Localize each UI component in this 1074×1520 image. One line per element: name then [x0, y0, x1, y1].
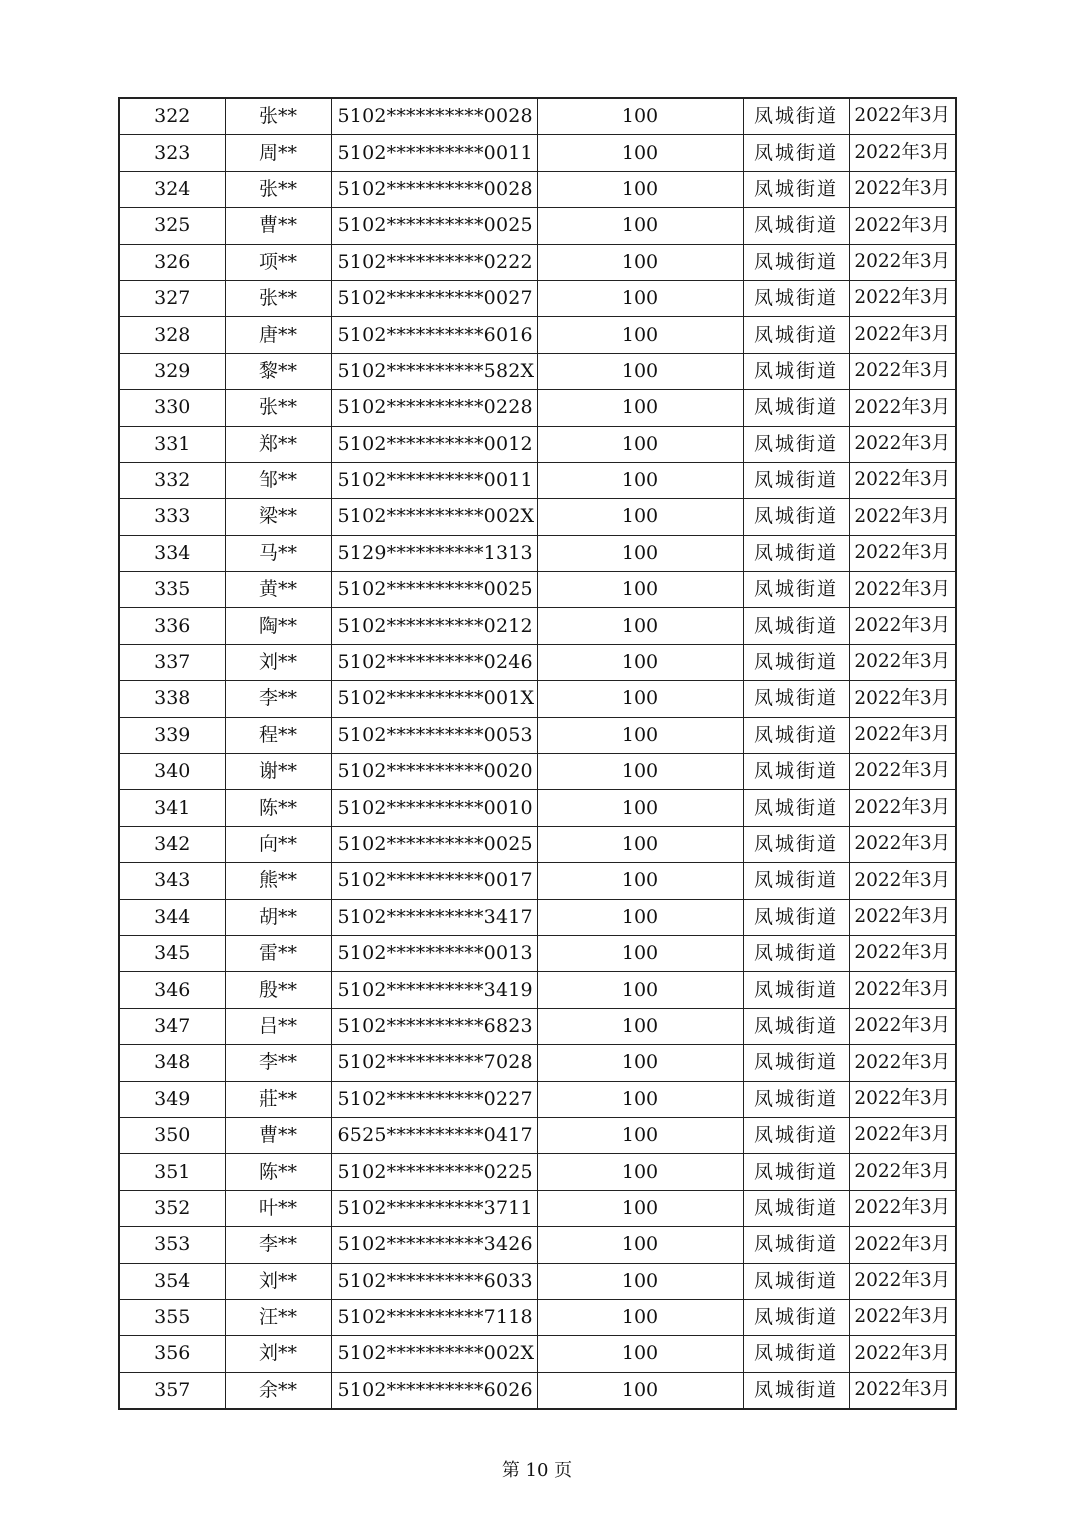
date-cell: 2022年3月 — [849, 935, 956, 971]
table-row — [119, 135, 956, 171]
street-cell: 凤城街道 — [743, 826, 849, 862]
street-cell: 凤城街道 — [743, 935, 849, 971]
date-cell: 2022年3月 — [849, 353, 956, 389]
name-cell: 刘** — [225, 1336, 331, 1372]
name-cell: 曹** — [225, 1117, 331, 1153]
date-cell: 2022年3月 — [849, 1299, 956, 1335]
table-row — [119, 1336, 956, 1372]
id-number-cell: 5102**********002X — [331, 499, 537, 535]
records-table — [118, 97, 957, 1410]
date-cell: 2022年3月 — [849, 317, 956, 353]
name-cell: 李** — [225, 1045, 331, 1081]
row-number-cell: 349 — [119, 1081, 225, 1117]
row-number-cell: 330 — [119, 390, 225, 426]
table-row — [119, 1190, 956, 1226]
street-cell: 凤城街道 — [743, 572, 849, 608]
date-cell: 2022年3月 — [849, 754, 956, 790]
date-cell: 2022年3月 — [849, 208, 956, 244]
name-cell: 刘** — [225, 644, 331, 680]
amount-cell: 100 — [537, 1372, 743, 1409]
id-number-cell: 5102**********0246 — [331, 644, 537, 680]
id-number-cell: 5102**********7028 — [331, 1045, 537, 1081]
date-cell: 2022年3月 — [849, 681, 956, 717]
street-cell: 凤城街道 — [743, 681, 849, 717]
table-row — [119, 171, 956, 207]
table-row — [119, 462, 956, 498]
table-row — [119, 899, 956, 935]
id-number-cell: 5102**********0027 — [331, 280, 537, 316]
table-row — [119, 390, 956, 426]
amount-cell: 100 — [537, 1081, 743, 1117]
amount-cell: 100 — [537, 171, 743, 207]
street-cell: 凤城街道 — [743, 1263, 849, 1299]
name-cell: 郑** — [225, 426, 331, 462]
id-number-cell: 5102**********3426 — [331, 1227, 537, 1263]
id-number-cell: 5102**********0225 — [331, 1154, 537, 1190]
row-number-cell: 353 — [119, 1227, 225, 1263]
table-row — [119, 717, 956, 753]
amount-cell: 100 — [537, 1117, 743, 1153]
table-row — [119, 1154, 956, 1190]
street-cell: 凤城街道 — [743, 899, 849, 935]
row-number-cell: 337 — [119, 644, 225, 680]
street-cell: 凤城街道 — [743, 280, 849, 316]
amount-cell: 100 — [537, 1154, 743, 1190]
row-number-cell: 348 — [119, 1045, 225, 1081]
amount-cell: 100 — [537, 426, 743, 462]
id-number-cell: 5102**********7118 — [331, 1299, 537, 1335]
street-cell: 凤城街道 — [743, 863, 849, 899]
amount-cell: 100 — [537, 1299, 743, 1335]
amount-cell: 100 — [537, 717, 743, 753]
amount-cell: 100 — [537, 826, 743, 862]
row-number-cell: 344 — [119, 899, 225, 935]
id-number-cell: 6525**********0417 — [331, 1117, 537, 1153]
street-cell: 凤城街道 — [743, 426, 849, 462]
table-row — [119, 499, 956, 535]
id-number-cell: 5102**********0025 — [331, 572, 537, 608]
date-cell: 2022年3月 — [849, 499, 956, 535]
amount-cell: 100 — [537, 208, 743, 244]
id-number-cell: 5102**********0012 — [331, 426, 537, 462]
row-number-cell: 332 — [119, 462, 225, 498]
row-number-cell: 342 — [119, 826, 225, 862]
street-cell: 凤城街道 — [743, 1299, 849, 1335]
street-cell: 凤城街道 — [743, 717, 849, 753]
amount-cell: 100 — [537, 608, 743, 644]
amount-cell: 100 — [537, 754, 743, 790]
table-row — [119, 935, 956, 971]
street-cell: 凤城街道 — [743, 1117, 849, 1153]
name-cell: 张** — [225, 390, 331, 426]
row-number-cell: 331 — [119, 426, 225, 462]
date-cell: 2022年3月 — [849, 1045, 956, 1081]
page-number: 第 10 页 — [501, 1460, 573, 1481]
table-row — [119, 208, 956, 244]
table-row — [119, 353, 956, 389]
amount-cell: 100 — [537, 790, 743, 826]
table-row — [119, 681, 956, 717]
street-cell: 凤城街道 — [743, 1190, 849, 1226]
amount-cell: 100 — [537, 462, 743, 498]
date-cell: 2022年3月 — [849, 535, 956, 571]
date-cell: 2022年3月 — [849, 426, 956, 462]
table-row — [119, 244, 956, 280]
amount-cell: 100 — [537, 572, 743, 608]
name-cell: 向** — [225, 826, 331, 862]
amount-cell: 100 — [537, 644, 743, 680]
table-row — [119, 572, 956, 608]
id-number-cell: 5102**********0212 — [331, 608, 537, 644]
name-cell: 叶** — [225, 1190, 331, 1226]
id-number-cell: 5102**********6823 — [331, 1008, 537, 1044]
date-cell: 2022年3月 — [849, 572, 956, 608]
name-cell: 张** — [225, 98, 331, 135]
name-cell: 黄** — [225, 572, 331, 608]
name-cell: 唐** — [225, 317, 331, 353]
street-cell: 凤城街道 — [743, 390, 849, 426]
row-number-cell: 345 — [119, 935, 225, 971]
row-number-cell: 357 — [119, 1372, 225, 1409]
id-number-cell: 5102**********0013 — [331, 935, 537, 971]
street-cell: 凤城街道 — [743, 1008, 849, 1044]
row-number-cell: 327 — [119, 280, 225, 316]
id-number-cell: 5102**********0228 — [331, 390, 537, 426]
table-row — [119, 972, 956, 1008]
id-number-cell: 5102**********0017 — [331, 863, 537, 899]
street-cell: 凤城街道 — [743, 1081, 849, 1117]
date-cell: 2022年3月 — [849, 1263, 956, 1299]
row-number-cell: 324 — [119, 171, 225, 207]
date-cell: 2022年3月 — [849, 1190, 956, 1226]
id-number-cell: 5102**********0011 — [331, 462, 537, 498]
name-cell: 殷** — [225, 972, 331, 1008]
amount-cell: 100 — [537, 863, 743, 899]
id-number-cell: 5102**********0028 — [331, 98, 537, 135]
table-row — [119, 1045, 956, 1081]
row-number-cell: 356 — [119, 1336, 225, 1372]
name-cell: 陈** — [225, 1154, 331, 1190]
date-cell: 2022年3月 — [849, 280, 956, 316]
name-cell: 周** — [225, 135, 331, 171]
id-number-cell: 5102**********6033 — [331, 1263, 537, 1299]
street-cell: 凤城街道 — [743, 1227, 849, 1263]
date-cell: 2022年3月 — [849, 790, 956, 826]
row-number-cell: 354 — [119, 1263, 225, 1299]
row-number-cell: 323 — [119, 135, 225, 171]
row-number-cell: 338 — [119, 681, 225, 717]
id-number-cell: 5102**********002X — [331, 1336, 537, 1372]
date-cell: 2022年3月 — [849, 717, 956, 753]
date-cell: 2022年3月 — [849, 1227, 956, 1263]
amount-cell: 100 — [537, 1190, 743, 1226]
street-cell: 凤城街道 — [743, 1154, 849, 1190]
table-row — [119, 826, 956, 862]
row-number-cell: 333 — [119, 499, 225, 535]
date-cell: 2022年3月 — [849, 644, 956, 680]
table-row — [119, 1117, 956, 1153]
date-cell: 2022年3月 — [849, 244, 956, 280]
street-cell: 凤城街道 — [743, 608, 849, 644]
name-cell: 黎** — [225, 353, 331, 389]
date-cell: 2022年3月 — [849, 135, 956, 171]
row-number-cell: 339 — [119, 717, 225, 753]
id-number-cell: 5102**********6016 — [331, 317, 537, 353]
id-number-cell: 5129**********1313 — [331, 535, 537, 571]
amount-cell: 100 — [537, 353, 743, 389]
amount-cell: 100 — [537, 317, 743, 353]
id-number-cell: 5102**********582X — [331, 353, 537, 389]
id-number-cell: 5102**********0053 — [331, 717, 537, 753]
name-cell: 李** — [225, 681, 331, 717]
row-number-cell: 343 — [119, 863, 225, 899]
table-row — [119, 280, 956, 316]
name-cell: 胡** — [225, 899, 331, 935]
table-row — [119, 426, 956, 462]
name-cell: 刘** — [225, 1263, 331, 1299]
table-row — [119, 754, 956, 790]
date-cell: 2022年3月 — [849, 1154, 956, 1190]
table-row — [119, 317, 956, 353]
amount-cell: 100 — [537, 1045, 743, 1081]
table-row — [119, 608, 956, 644]
street-cell: 凤城街道 — [743, 98, 849, 135]
street-cell: 凤城街道 — [743, 499, 849, 535]
row-number-cell: 352 — [119, 1190, 225, 1226]
row-number-cell: 341 — [119, 790, 225, 826]
table-row — [119, 1372, 956, 1409]
street-cell: 凤城街道 — [743, 972, 849, 1008]
id-number-cell: 5102**********0025 — [331, 208, 537, 244]
street-cell: 凤城街道 — [743, 208, 849, 244]
id-number-cell: 5102**********0227 — [331, 1081, 537, 1117]
street-cell: 凤城街道 — [743, 790, 849, 826]
amount-cell: 100 — [537, 535, 743, 571]
street-cell: 凤城街道 — [743, 462, 849, 498]
date-cell: 2022年3月 — [849, 1372, 956, 1409]
table-row — [119, 1008, 956, 1044]
id-number-cell: 5102**********0028 — [331, 171, 537, 207]
amount-cell: 100 — [537, 98, 743, 135]
amount-cell: 100 — [537, 681, 743, 717]
date-cell: 2022年3月 — [849, 1008, 956, 1044]
name-cell: 曹** — [225, 208, 331, 244]
amount-cell: 100 — [537, 935, 743, 971]
row-number-cell: 334 — [119, 535, 225, 571]
table-row — [119, 1263, 956, 1299]
row-number-cell: 347 — [119, 1008, 225, 1044]
date-cell: 2022年3月 — [849, 98, 956, 135]
name-cell: 张** — [225, 171, 331, 207]
name-cell: 李** — [225, 1227, 331, 1263]
amount-cell: 100 — [537, 972, 743, 1008]
date-cell: 2022年3月 — [849, 608, 956, 644]
date-cell: 2022年3月 — [849, 462, 956, 498]
amount-cell: 100 — [537, 135, 743, 171]
name-cell: 陶** — [225, 608, 331, 644]
table-row — [119, 644, 956, 680]
amount-cell: 100 — [537, 1227, 743, 1263]
date-cell: 2022年3月 — [849, 171, 956, 207]
date-cell: 2022年3月 — [849, 863, 956, 899]
amount-cell: 100 — [537, 899, 743, 935]
name-cell: 吕** — [225, 1008, 331, 1044]
street-cell: 凤城街道 — [743, 644, 849, 680]
name-cell: 项** — [225, 244, 331, 280]
street-cell: 凤城街道 — [743, 1372, 849, 1409]
date-cell: 2022年3月 — [849, 826, 956, 862]
table-row — [119, 863, 956, 899]
row-number-cell: 351 — [119, 1154, 225, 1190]
row-number-cell: 329 — [119, 353, 225, 389]
name-cell: 谢** — [225, 754, 331, 790]
id-number-cell: 5102**********0025 — [331, 826, 537, 862]
id-number-cell: 5102**********0222 — [331, 244, 537, 280]
amount-cell: 100 — [537, 280, 743, 316]
amount-cell: 100 — [537, 1336, 743, 1372]
row-number-cell: 355 — [119, 1299, 225, 1335]
name-cell: 邹** — [225, 462, 331, 498]
street-cell: 凤城街道 — [743, 754, 849, 790]
id-number-cell: 5102**********3417 — [331, 899, 537, 935]
row-number-cell: 322 — [119, 98, 225, 135]
row-number-cell: 335 — [119, 572, 225, 608]
street-cell: 凤城街道 — [743, 1045, 849, 1081]
row-number-cell: 325 — [119, 208, 225, 244]
row-number-cell: 346 — [119, 972, 225, 1008]
date-cell: 2022年3月 — [849, 972, 956, 1008]
table-row — [119, 1227, 956, 1263]
name-cell: 余** — [225, 1372, 331, 1409]
table-row — [119, 1299, 956, 1335]
name-cell: 莊** — [225, 1081, 331, 1117]
row-number-cell: 350 — [119, 1117, 225, 1153]
amount-cell: 100 — [537, 1008, 743, 1044]
table-row — [119, 535, 956, 571]
date-cell: 2022年3月 — [849, 1336, 956, 1372]
table-row — [119, 98, 956, 135]
name-cell: 雷** — [225, 935, 331, 971]
id-number-cell: 5102**********0011 — [331, 135, 537, 171]
name-cell: 张** — [225, 280, 331, 316]
amount-cell: 100 — [537, 244, 743, 280]
street-cell: 凤城街道 — [743, 171, 849, 207]
id-number-cell: 5102**********6026 — [331, 1372, 537, 1409]
amount-cell: 100 — [537, 1263, 743, 1299]
street-cell: 凤城街道 — [743, 353, 849, 389]
street-cell: 凤城街道 — [743, 535, 849, 571]
street-cell: 凤城街道 — [743, 1336, 849, 1372]
name-cell: 程** — [225, 717, 331, 753]
row-number-cell: 328 — [119, 317, 225, 353]
name-cell: 汪** — [225, 1299, 331, 1335]
id-number-cell: 5102**********0020 — [331, 754, 537, 790]
id-number-cell: 5102**********0010 — [331, 790, 537, 826]
date-cell: 2022年3月 — [849, 1117, 956, 1153]
id-number-cell: 5102**********001X — [331, 681, 537, 717]
id-number-cell: 5102**********3419 — [331, 972, 537, 1008]
name-cell: 陈** — [225, 790, 331, 826]
date-cell: 2022年3月 — [849, 390, 956, 426]
street-cell: 凤城街道 — [743, 135, 849, 171]
id-number-cell: 5102**********3711 — [331, 1190, 537, 1226]
name-cell: 马** — [225, 535, 331, 571]
row-number-cell: 336 — [119, 608, 225, 644]
street-cell: 凤城街道 — [743, 244, 849, 280]
amount-cell: 100 — [537, 390, 743, 426]
street-cell: 凤城街道 — [743, 317, 849, 353]
table-row — [119, 1081, 956, 1117]
date-cell: 2022年3月 — [849, 1081, 956, 1117]
row-number-cell: 340 — [119, 754, 225, 790]
amount-cell: 100 — [537, 499, 743, 535]
name-cell: 梁** — [225, 499, 331, 535]
row-number-cell: 326 — [119, 244, 225, 280]
date-cell: 2022年3月 — [849, 899, 956, 935]
table-row — [119, 790, 956, 826]
name-cell: 熊** — [225, 863, 331, 899]
